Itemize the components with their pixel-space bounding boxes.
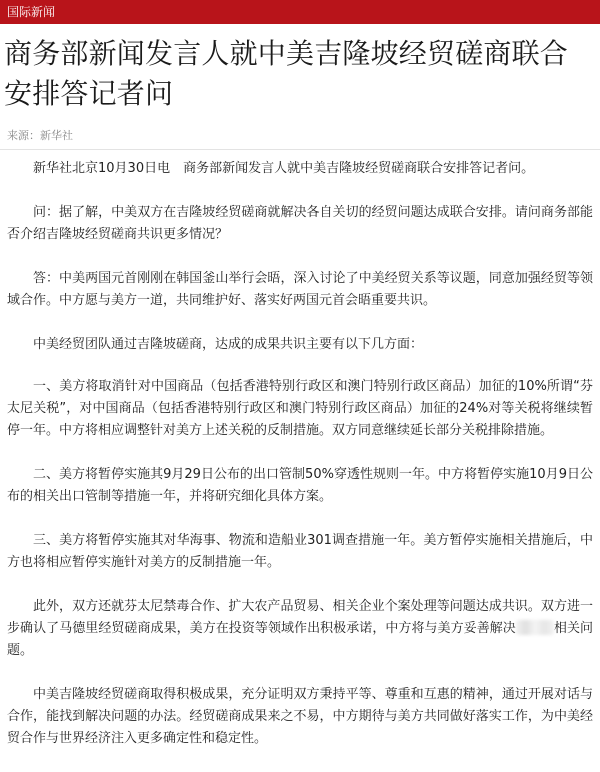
paragraph-dateline: 新华社北京10月30日电 商务部新闻发言人就中美吉隆坡经贸磋商联合安排答记者问。	[33, 161, 535, 176]
top-section-bar	[0, 0, 600, 24]
paragraph-point-one: 一、美方将取消针对中国商品（包括香港特别行政区和澳门特别行政区商品）加征的10%所谓“芬太尼关税”，对中国商品（包括香港特别行政区和澳门特别行政区商品）加征的24%对等关税将继续暂停一年。中方将相应调整针对美方上述关税的反制措施。双方同意继续延长部分关税排除措施。	[7, 379, 593, 438]
paragraph-question: 问：据了解，中美双方在吉隆坡经贸磋商就解决各自关切的经贸问题达成联合安排。请问商务部能否介绍吉隆坡经贸磋商共识更多情况？	[7, 205, 593, 242]
paragraph-point-two: 二、美方将暂停实施其9月29日公布的出口管制50%穿透性规则一年。中方将暂停实施10月9日公布的相关出口管制等措施一年，并将研究细化具体方案。	[7, 467, 593, 504]
section-label[interactable]: 国际新闻	[7, 5, 56, 19]
source-prefix: 来源：	[7, 129, 40, 142]
article-source	[7, 128, 73, 144]
paragraph-answer: 答：中美两国元首刚刚在韩国釜山举行会晤，深入讨论了中美经贸关系等议题，同意加强经贸等领域合作。中方愿与美方一道，共同维护好、落实好两国元首会晤重要共识。	[7, 271, 593, 308]
paragraph-additional-text: 此外，双方还就芬太尼禁毒合作、扩大农产品贸易、相关企业个案处理等问题达成共识。双方进一步确认了马德里经贸磋商成果，美方在投资等领域作出积极承诺，中方将与美方妥善解决	[7, 599, 593, 636]
paragraph-additional	[7, 596, 593, 662]
paragraph-consensus-intro: 中美经贸团队通过吉隆坡磋商，达成的成果共识主要有以下几方面：	[33, 337, 424, 352]
paragraph-conclusion: 中美吉隆坡经贸磋商取得积极成果，充分证明双方秉持平等、尊重和互惠的精神，通过开展对话与合作，能找到解决问题的办法。经贸磋商成果来之不易，中方期待与美方共同做好落实工作，为中美经贸合作与世界经济注入更多确定性和稳定性。	[7, 687, 593, 746]
article-title: 商务部新闻发言人就中美吉隆坡经贸磋商联合安排答记者问	[4, 37, 569, 110]
blurred-text-region	[516, 620, 554, 635]
paragraph-additional-tail: 相关问题。	[7, 621, 593, 658]
article-body	[7, 158, 593, 772]
source-name: 新华社	[40, 129, 73, 142]
header-divider	[0, 149, 600, 150]
paragraph-point-three: 三、美方将暂停实施其对华海事、物流和造船业301调查措施一年。美方暂停实施相关措施后，中方也将相应暂停实施针对美方的反制措施一年。	[7, 533, 593, 570]
